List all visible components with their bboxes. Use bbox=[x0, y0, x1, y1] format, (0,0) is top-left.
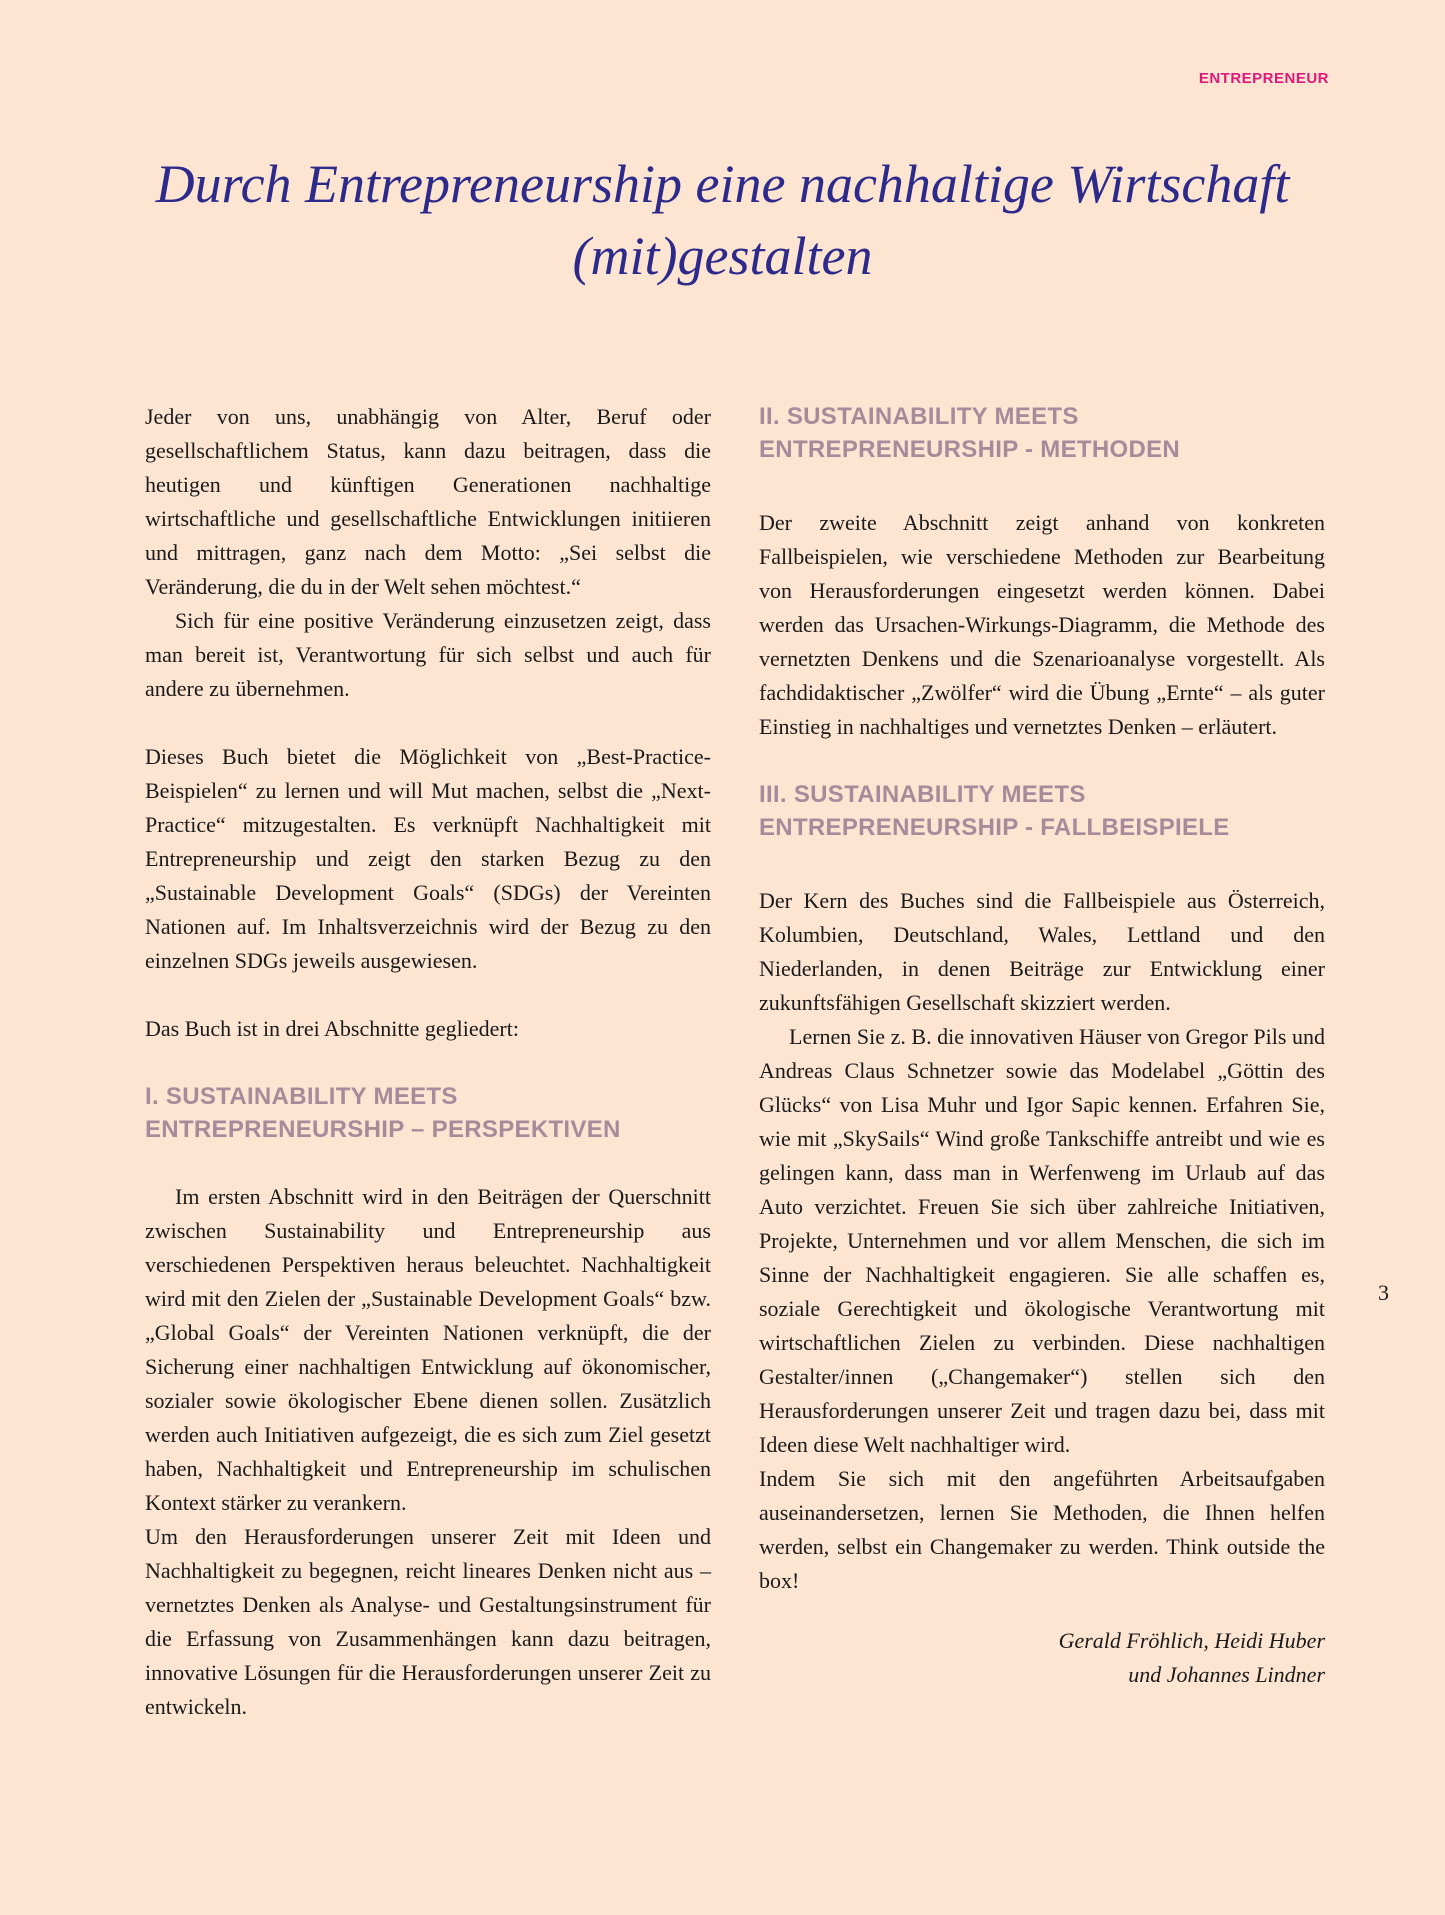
paragraph: Dieses Buch bietet die Möglichkeit von „Best-Practice-Beispielen“ zu lernen und will Mut machen, selbst die „Next-Practice“ mitzugestalten. Es verknüpft Nachhaltigkeit mit Entrepreneurship und zeigt den starken Bezug zu den „Sustainable Development Goals“ (SDGs) der Vereinten Nationen auf. Im Inhaltsverzeichnis wird der Bezug zu den einzelnen SDGs jeweils ausgewiesen. bbox=[145, 744, 711, 973]
heading-line: I. SUSTAINABILITY MEETS bbox=[145, 1083, 458, 1110]
signature-line: Gerald Fröhlich, Heidi Huber bbox=[1058, 1628, 1325, 1653]
heading-line: II. SUSTAINABILITY MEETS bbox=[759, 403, 1079, 430]
section-heading-perspektiven bbox=[145, 1080, 711, 1146]
page-title bbox=[100, 148, 1345, 292]
section-heading-methoden bbox=[759, 400, 1325, 466]
section-heading-fallbeispiele bbox=[759, 778, 1325, 844]
heading-line: III. SUSTAINABILITY MEETS bbox=[759, 781, 1086, 808]
heading-line: ENTREPRENEURSHIP - FALLBEISPIELE bbox=[759, 814, 1230, 841]
paragraph: Das Buch ist in drei Abschnitte gegliedert: bbox=[145, 1016, 519, 1041]
paragraph: Der Kern des Buches sind die Fallbeispiele aus Österreich, Kolumbien, Deutschland, Wales, Lettland und den Niederlanden, in denen Beiträge zur Entwicklung einer zukunftsfähigen Gesellschaft skizziert werden. bbox=[759, 888, 1325, 1015]
section-label: ENTREPRENEUR bbox=[1198, 70, 1329, 87]
left-column bbox=[145, 400, 711, 1724]
paragraph: Im ersten Abschnitt wird in den Beiträgen der Querschnitt zwischen Sustainability und Entrepreneurship aus verschiedenen Perspektiven heraus beleuchtet. Nachhaltigkeit wird mit den Zielen der „Sustainable Development Goals“ bzw. „Global Goals“ der Vereinten Nationen verknüpft, die der Sicherung einer nachhaltigen Entwicklung auf ökonomischer, sozialer sowie ökologischer Ebene dienen sollen. Zusätzlich werden auch Initiativen aufgezeigt, die es sich zum Ziel gesetzt haben, Nachhaltigkeit und Entrepreneurship im schulischen Kontext stärker zu verankern. bbox=[145, 1184, 711, 1515]
paragraph: Jeder von uns, unabhängig von Alter, Beruf oder gesellschaftlichem Status, kann dazu beitragen, dass die heutigen und künftigen Generationen nachhaltige wirtschaftliche und gesellschaftliche Entwicklungen initiieren und mittragen, ganz nach dem Motto: „Sei selbst die Veränderung, die du in der Welt sehen möchtest.“ bbox=[145, 404, 711, 599]
author-signature bbox=[759, 1624, 1325, 1692]
paragraph: Indem Sie sich mit den angeführten Arbeitsaufgaben auseinandersetzen, lernen Sie Methoden, die Ihnen helfen werden, selbst ein Changemaker zu werden. Think outside the box! bbox=[759, 1466, 1325, 1593]
title-line-2: (mit)gestalten bbox=[572, 226, 873, 286]
heading-line: ENTREPRENEURSHIP - METHODEN bbox=[759, 436, 1181, 463]
paragraph: Lernen Sie z. B. die innovativen Häuser von Gregor Pils und Andreas Claus Schnetzer sowie das Modelabel „Göttin des Glücks“ von Lisa Muhr und Igor Sapic kennen. Erfahren Sie, wie mit „SkySails“ Wind große Tankschiffe antreibt und wie es gelingen kann, dass man in Werfenweng im Urlaub auf das Auto verzichtet. Freuen Sie sich über zahlreiche Initiativen, Projekte, Unternehmen und vor allem Menschen, die sich im Sinne der Nachhaltigkeit engagieren. Sie alle schaffen es, soziale Gerechtigkeit und ökologische Verantwortung mit wirtschaftlichen Zielen zu verbinden. Diese nachhaltigen Gestalter/innen („Changemaker“) stellen sich den Herausforderungen unserer Zeit und tragen dazu bei, dass mit Ideen diese Welt nachhaltiger wird. bbox=[759, 1024, 1325, 1457]
title-line-1: Durch Entrepreneurship eine nachhaltige Wirtschaft bbox=[155, 154, 1290, 214]
page-number: 3 bbox=[1378, 1280, 1389, 1305]
heading-line: ENTREPRENEURSHIP – PERSPEKTIVEN bbox=[145, 1116, 621, 1143]
right-column bbox=[759, 400, 1325, 1692]
paragraph: Sich für eine positive Veränderung einzusetzen zeigt, dass man bereit ist, Verantwortung für sich selbst und auch für andere zu übernehmen. bbox=[145, 608, 711, 701]
paragraph: Der zweite Abschnitt zeigt anhand von konkreten Fallbeispielen, wie verschiedene Methoden zur Bearbeitung von Herausforderungen eingesetzt werden können. Dabei werden das Ursachen-Wirkungs-Diagramm, die Methode des vernetzten Denkens und die Szenarioanalyse vorgestellt. Als fachdidaktischer „Zwölfer“ wird die Übung „Ernte“ – als guter Einstieg in nachhaltiges und vernetztes Denken – erläutert. bbox=[759, 510, 1325, 739]
paragraph: Um den Herausforderungen unserer Zeit mit Ideen und Nachhaltigkeit zu begegnen, reicht lineares Denken nicht aus – vernetztes Denken als Analyse- und Gestaltungsinstrument für die Erfassung von Zusammenhängen kann dazu beitragen, innovative Lösungen für die Herausforderungen unserer Zeit zu entwickeln. bbox=[145, 1524, 711, 1719]
signature-line: und Johannes Lindner bbox=[1128, 1662, 1325, 1687]
